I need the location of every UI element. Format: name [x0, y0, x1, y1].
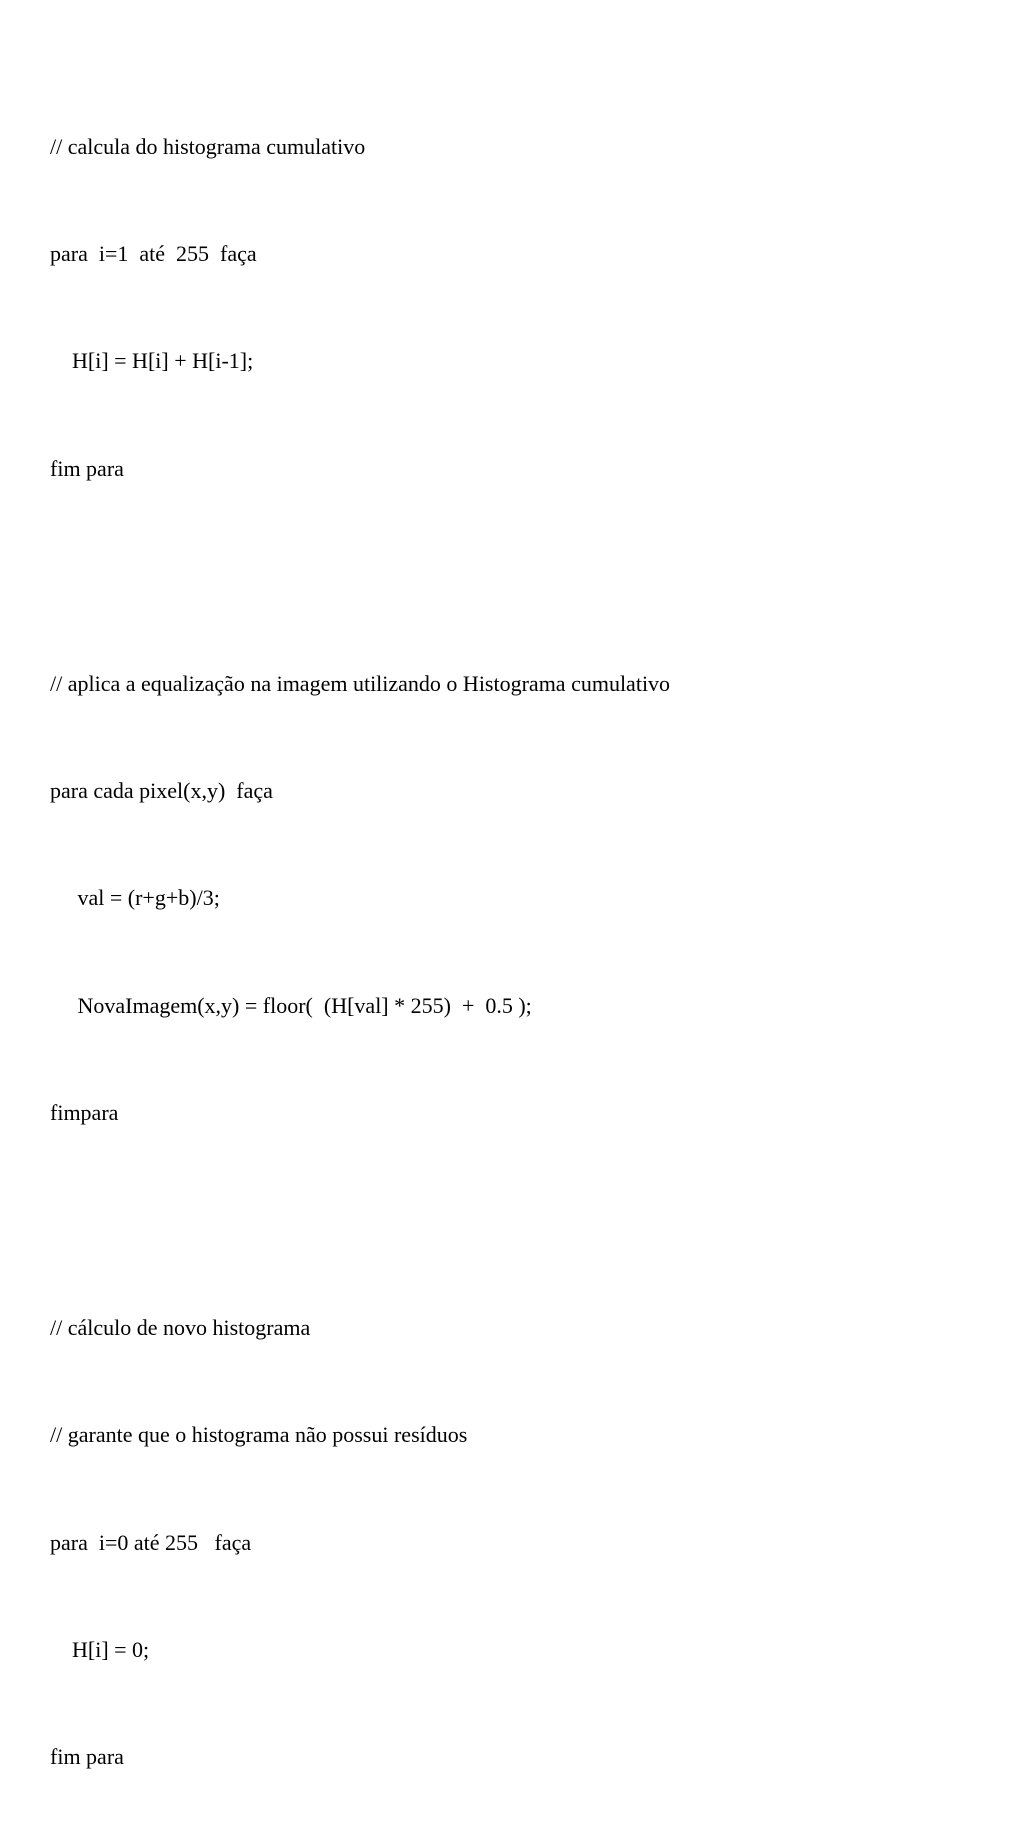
code-line: para cada pixel(x,y) faça	[50, 777, 273, 803]
pseudocode-block	[50, 57, 990, 1847]
comment-line: // cálculo de novo histograma	[50, 1314, 311, 1340]
blank-line	[50, 1203, 990, 1239]
code-line: para i=1 até 255 faça	[50, 240, 257, 266]
code-line: NovaImagem(x,y) = floor( (H[val] * 255) + 0.5 );	[50, 992, 532, 1018]
blank-line	[50, 558, 990, 594]
code-line: para i=0 até 255 faça	[50, 1529, 252, 1555]
code-line: H[i] = 0;	[50, 1637, 150, 1663]
code-line: fimpara	[50, 1100, 119, 1126]
comment-line: // aplica a equalização na imagem utilizando o Histograma cumulativo	[50, 670, 671, 696]
code-line: fim para	[50, 1744, 124, 1770]
code-line: fim para	[50, 455, 124, 481]
comment-line: // garante que o histograma não possui resíduos	[50, 1422, 468, 1448]
code-line: val = (r+g+b)/3;	[50, 885, 220, 911]
comment-line: // calcula do histograma cumulativo	[50, 133, 366, 159]
code-line: H[i] = H[i] + H[i-1];	[50, 348, 254, 374]
